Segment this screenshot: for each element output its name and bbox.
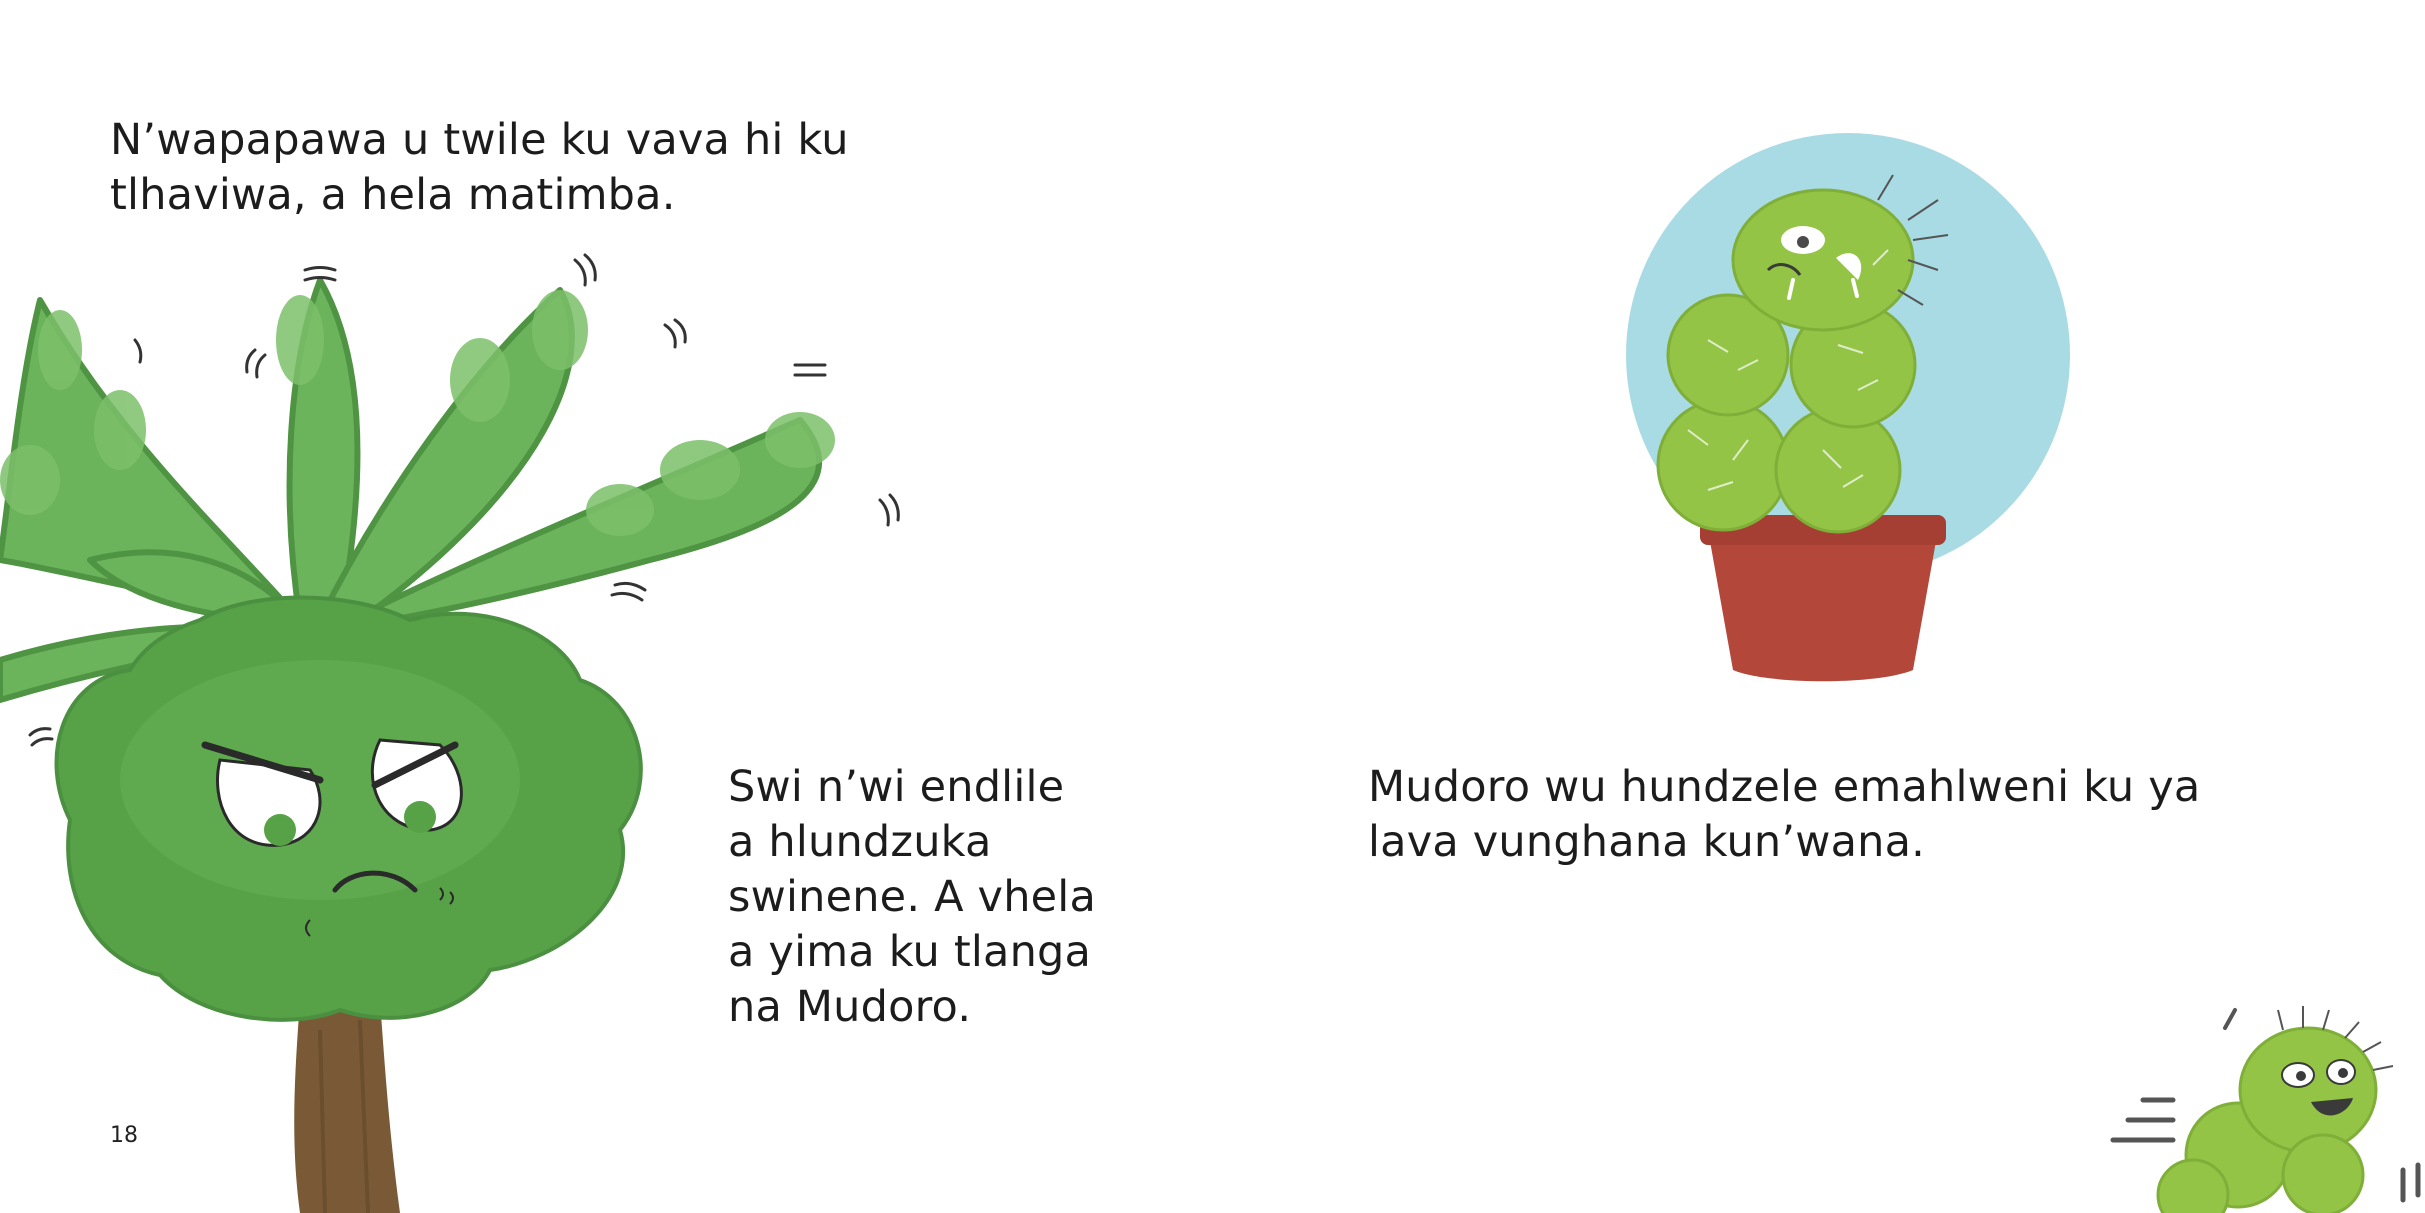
story-paragraph-right: Mudoro wu hundzele emahlweni ku ya lava vunghana kun’wana. [1368, 762, 2201, 867]
page-number: 18 [110, 1123, 138, 1148]
running-cactus-body [2158, 1028, 2376, 1213]
flower-pot [1708, 530, 1938, 681]
story-paragraph-bottom: Swi n’wi endlile a hlundzuka swinene. A vhela a yima ku tlanga na Mudoro. [728, 762, 1097, 1032]
story-paragraph-top: N’wapapawa u twile ku vava hi ku tlhaviwa, a hela matimba. [110, 115, 849, 220]
right-page [1213, 0, 2425, 1213]
left-page [0, 0, 1212, 1213]
running-cactus-illustration [2083, 990, 2425, 1213]
tree-trunk [294, 1000, 400, 1213]
angry-papaya-tree-illustration [0, 240, 930, 1213]
crying-cactus-illustration [1608, 130, 2088, 690]
